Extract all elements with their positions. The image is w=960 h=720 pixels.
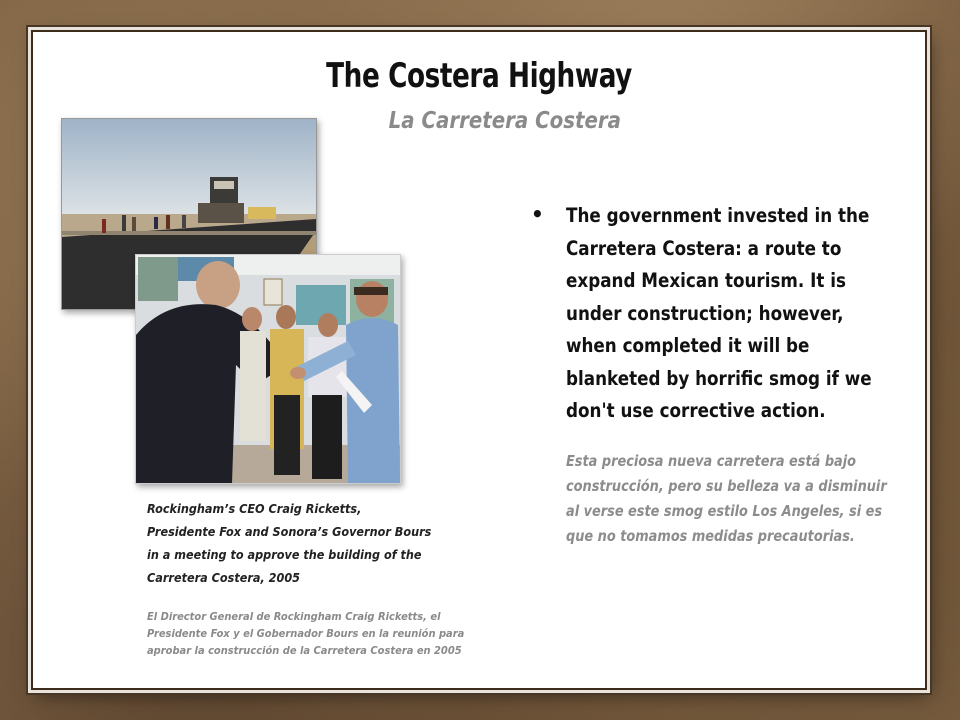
photo-caption: [147, 497, 453, 589]
caption-line: Carretera Costera, 2005: [147, 570, 300, 585]
caption-line: Presidente Fox and Sonora’s Governor Bours: [147, 524, 432, 539]
slide-subtitle: La Carretera Costera: [388, 108, 621, 134]
bullet-text: The government invested in the Carretera Costera: a route to expand Mexican tourism. It is under construction; however, when completed it will be blanketed by horrific smog if we don't use corrective action.: [566, 204, 872, 422]
bullet-marker: •: [531, 202, 544, 226]
slide-title: The Costera Highway: [326, 56, 632, 96]
caption-line: in a meeting to approve the building of the: [147, 547, 422, 562]
photo-caption-spanish: El Director General de Rockingham Craig Ricketts, el Presidente Fox y el Gobernador Bours en la reunión para aprobar la construcción de la Carretera Costera en 2005: [147, 610, 465, 657]
caption-line: Rockingham’s CEO Craig Ricketts,: [147, 501, 362, 516]
meeting-photo: [135, 254, 401, 484]
slide: [33, 32, 925, 688]
bullet-text-spanish: Esta preciosa nueva carretera está bajo construcción, pero su belleza va a disminuir al verse este smog estilo Los Angeles, si es que no tomamos medidas precautorias.: [566, 452, 887, 545]
